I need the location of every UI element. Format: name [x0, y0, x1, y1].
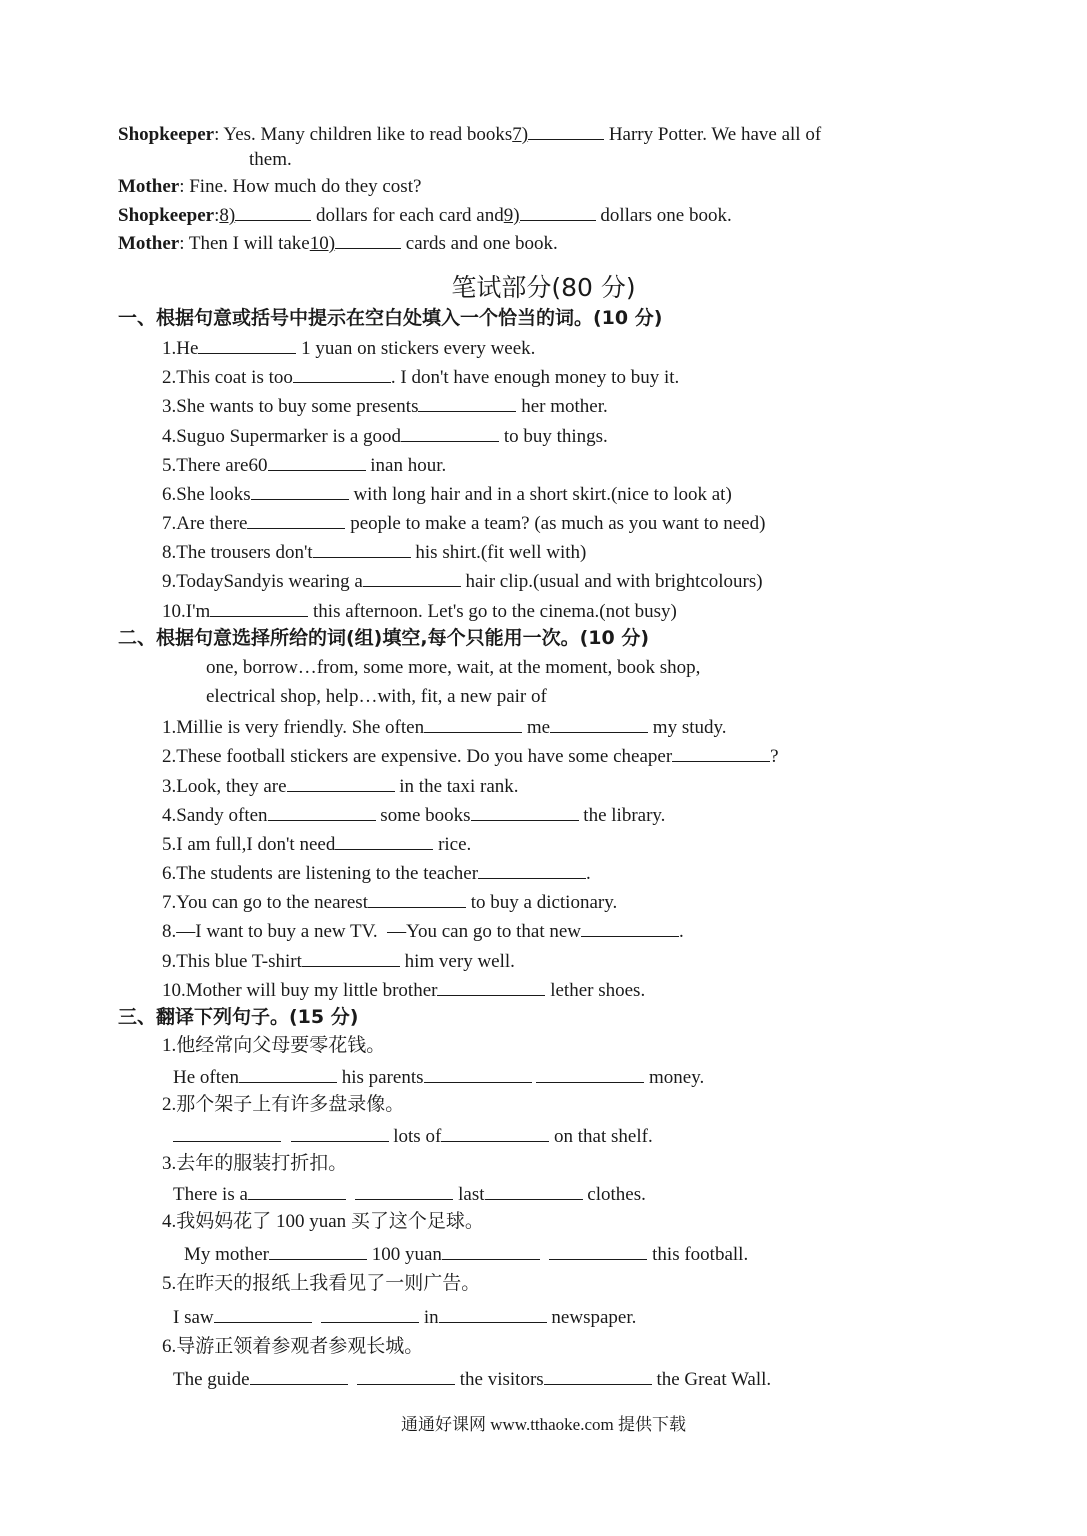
s2-question-4: 4.Sandy often some books the library. — [162, 802, 665, 828]
section-3-heading: 三、翻译下列句子。(15 分) — [118, 1006, 359, 1028]
s2-question-1: 1.Millie is very friendly. She often me my study. — [162, 714, 727, 740]
dialogue-line-2: Mother: Fine. How much do they cost? — [118, 176, 422, 197]
s3-chinese-3: 3.去年的服装打折扣。 — [162, 1153, 348, 1174]
answer-blank[interactable] — [672, 743, 770, 762]
section-2-heading: 二、根据句意选择所给的词(组)填空,每个只能用一次。(10 分) — [118, 627, 650, 649]
blank-number: 7) — [512, 124, 529, 145]
answer-blank[interactable] — [485, 1181, 583, 1200]
answer-blank[interactable] — [520, 202, 596, 221]
answer-blank[interactable] — [471, 802, 579, 821]
answer-blank[interactable] — [442, 1241, 540, 1260]
answer-blank[interactable] — [363, 568, 461, 587]
answer-blank[interactable] — [251, 481, 349, 500]
s1-question-8: 8.The trousers don't his shirt.(fit well with) — [162, 539, 586, 565]
s1-question-5: 5.There are60 inan hour. — [162, 452, 446, 478]
page-footer: 通通好课网 www.tthaoke.com 提供下载 — [400, 1415, 687, 1434]
answer-blank[interactable] — [418, 393, 516, 412]
blank-number: 9) — [503, 205, 520, 226]
speaker-label: Shopkeeper — [118, 124, 215, 145]
s3-chinese-4: 4.我妈妈花了 100 yuan 买了这个足球。 — [162, 1211, 484, 1232]
s3-answer-4: My mother 100 yuan this football. — [184, 1241, 748, 1267]
answer-blank[interactable] — [313, 539, 411, 558]
dialogue-line-1: Shopkeeper: Yes. Many children like to read books7) Harry Potter. We have all of — [118, 121, 821, 147]
s1-question-7: 7.Are there people to make a team? (as much as you want to need) — [162, 510, 765, 536]
answer-blank[interactable] — [321, 1304, 419, 1323]
s2-question-2: 2.These football stickers are expensive. Do you have some cheaper ? — [162, 743, 779, 769]
s3-chinese-6: 6.导游正领着参观者参观长城。 — [162, 1336, 424, 1357]
answer-blank[interactable] — [239, 1064, 337, 1083]
answer-blank[interactable] — [287, 773, 395, 792]
speaker-label: Mother — [118, 233, 180, 254]
answer-blank[interactable] — [528, 121, 604, 140]
answer-blank[interactable] — [368, 889, 466, 908]
s1-question-4: 4.Suguo Supermarker is a good to buy things. — [162, 423, 608, 449]
answer-blank[interactable] — [437, 977, 545, 996]
s2-question-9: 9.This blue T-shirt him very well. — [162, 948, 515, 974]
answer-blank[interactable] — [335, 230, 401, 249]
dialogue-line-4: Mother: Then I will take10) cards and one book. — [118, 230, 558, 256]
s3-chinese-1: 1.他经常向父母要零花钱。 — [162, 1035, 386, 1056]
s2-question-7: 7.You can go to the nearest to buy a dictionary. — [162, 889, 617, 915]
s3-answer-6: The guide the visitors the Great Wall. — [173, 1366, 771, 1392]
answer-blank[interactable] — [248, 1181, 346, 1200]
answer-blank[interactable] — [198, 335, 296, 354]
answer-blank[interactable] — [544, 1366, 652, 1385]
answer-blank[interactable] — [549, 1241, 647, 1260]
answer-blank[interactable] — [550, 714, 648, 733]
answer-blank[interactable] — [269, 1241, 367, 1260]
s3-answer-1: He often his parents money. — [173, 1064, 704, 1090]
answer-blank[interactable] — [173, 1123, 281, 1142]
s3-chinese-5: 5.在昨天的报纸上我看见了一则广告。 — [162, 1273, 481, 1294]
answer-blank[interactable] — [401, 423, 499, 442]
written-section-title: 笔试部分(80 分) — [451, 273, 636, 302]
answer-blank[interactable] — [478, 860, 586, 879]
answer-blank[interactable] — [424, 714, 522, 733]
answer-blank[interactable] — [210, 598, 308, 617]
blank-number: 10) — [309, 233, 336, 254]
answer-blank[interactable] — [441, 1123, 549, 1142]
answer-blank[interactable] — [536, 1064, 644, 1083]
answer-blank[interactable] — [439, 1304, 547, 1323]
speaker-label: Shopkeeper — [118, 205, 215, 226]
answer-blank[interactable] — [247, 510, 345, 529]
dialogue-line-1-cont: them. — [249, 149, 292, 170]
s1-question-3: 3.She wants to buy some presents her mother. — [162, 393, 608, 419]
s1-question-2: 2.This coat is too . I don't have enough money to buy it. — [162, 364, 679, 390]
answer-blank[interactable] — [335, 831, 433, 850]
answer-blank[interactable] — [268, 802, 376, 821]
blank-number: 8) — [219, 205, 236, 226]
s2-question-6: 6.The students are listening to the teacher . — [162, 860, 591, 886]
answer-blank[interactable] — [293, 364, 391, 383]
answer-blank[interactable] — [355, 1181, 453, 1200]
speaker-label: Mother — [118, 176, 180, 197]
section-1-heading: 一、根据句意或括号中提示在空白处填入一个恰当的词。(10 分) — [118, 307, 663, 329]
answer-blank[interactable] — [302, 948, 400, 967]
s3-answer-3: There is a last clothes. — [173, 1181, 646, 1207]
s1-question-6: 6.She looks with long hair and in a short skirt.(nice to look at) — [162, 481, 732, 507]
answer-blank[interactable] — [214, 1304, 312, 1323]
word-bank-line-2: electrical shop, help…with, fit, a new pair of — [206, 686, 547, 707]
answer-blank[interactable] — [357, 1366, 455, 1385]
s2-question-8: 8.—I want to buy a new TV. —You can go to that new . — [162, 918, 684, 944]
s2-question-3: 3.Look, they are in the taxi rank. — [162, 773, 519, 799]
s2-question-5: 5.I am full,I don't need rice. — [162, 831, 471, 857]
dialogue-line-3: Shopkeeper:8) dollars for each card and9) dollars one book. — [118, 202, 732, 228]
answer-blank[interactable] — [424, 1064, 532, 1083]
s3-answer-2: lots of on that shelf. — [173, 1123, 653, 1149]
s1-question-1: 1.He 1 yuan on stickers every week. — [162, 335, 535, 361]
s2-question-10: 10.Mother will buy my little brother lether shoes. — [162, 977, 645, 1003]
answer-blank[interactable] — [291, 1123, 389, 1142]
answer-blank[interactable] — [581, 918, 679, 937]
s3-answer-5: I saw in newspaper. — [173, 1304, 636, 1330]
s3-chinese-2: 2.那个架子上有许多盘录像。 — [162, 1094, 405, 1115]
answer-blank[interactable] — [235, 202, 311, 221]
answer-blank[interactable] — [268, 452, 366, 471]
s1-question-10: 10.I'm this afternoon. Let's go to the cinema.(not busy) — [162, 598, 677, 624]
s1-question-9: 9.TodaySandyis wearing a hair clip.(usual and with brightcolours) — [162, 568, 763, 594]
word-bank-line-1: one, borrow…from, some more, wait, at the moment, book shop, — [206, 657, 701, 678]
answer-blank[interactable] — [250, 1366, 348, 1385]
